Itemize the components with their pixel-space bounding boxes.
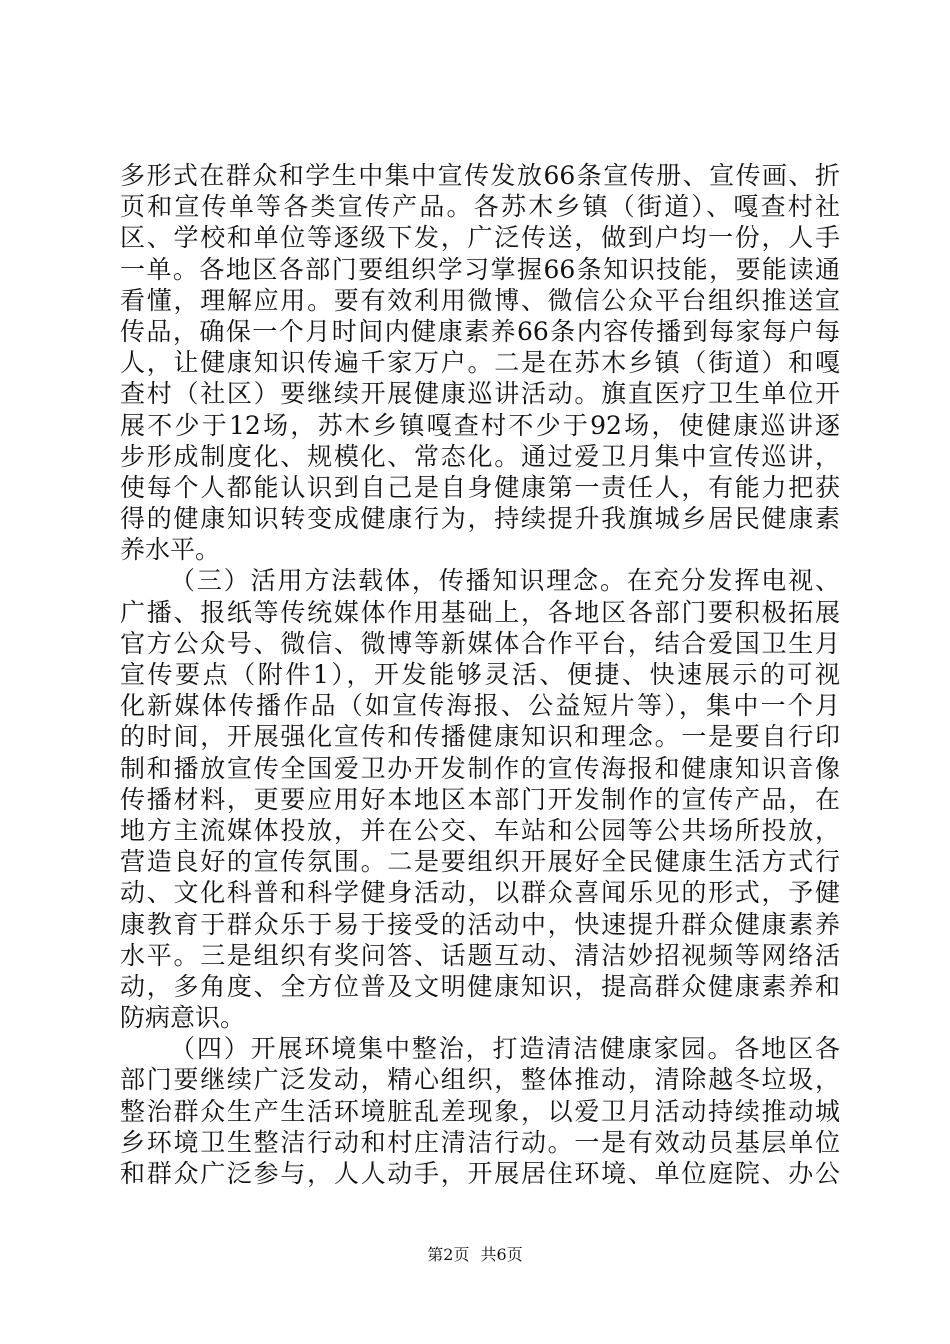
text-line: 使每个人都能认识到自己是自身健康第一责任人，有能力把获: [120, 472, 840, 502]
page-total: 共6页: [480, 1245, 523, 1264]
text-line: 防病意识。: [120, 1003, 246, 1033]
text-line: 地方主流媒体投放，并在公交、车站和公园等公共场所投放，: [120, 815, 840, 845]
text-line: 步形成制度化、规模化、常态化。通过爱卫月集中宣传巡讲，: [120, 441, 840, 471]
text-line: 整治群众生产生活环境脏乱差现象，以爱卫月活动持续推动城: [120, 1096, 840, 1126]
text-line: 营造良好的宣传氛围。二是要组织开展好全民健康生活方式行: [120, 847, 840, 877]
text-line: 官方公众号、微信、微博等新媒体合作平台，结合爱国卫生月: [120, 628, 840, 658]
text-line: 广播、报纸等传统媒体作用基础上，各地区各部门要积极拓展: [120, 597, 840, 627]
text-line: 动，多角度、全方位普及文明健康知识，提高群众健康素养和: [120, 971, 840, 1001]
text-line: 的时间，开展强化宣传和传播健康知识和理念。一是要自行印: [120, 722, 840, 752]
text-line: 化新媒体传播作品（如宣传海报、公益短片等），集中一个月: [120, 691, 840, 721]
text-line: 水平。三是组织有奖问答、话题互动、清洁妙招视频等网络活: [120, 940, 840, 970]
text-line: 看懂，理解应用。要有效利用微博、微信公众平台组织推送宣: [120, 285, 840, 315]
text-line: 展不少于12场，苏木乡镇嘎查村不少于92场，使健康巡讲逐: [120, 410, 840, 440]
text-line: 制和播放宣传全国爱卫办开发制作的宣传海报和健康知识音像: [120, 753, 840, 783]
text-line: 查村（社区）要继续开展健康巡讲活动。旗直医疗卫生单位开: [120, 379, 840, 409]
text-line: 动、文化科普和科学健身活动，以群众喜闻乐见的形式，予健: [120, 878, 840, 908]
text-line: 部门要继续广泛发动，精心组织，整体推动，清除越冬垃圾，: [120, 1065, 840, 1095]
body-text: [120, 160, 840, 1189]
text-line: 养水平。: [120, 535, 221, 565]
page-number: 第2页: [427, 1245, 470, 1264]
text-line: 人，让健康知识传遍千家万户。二是在苏木乡镇（街道）和嘎: [120, 348, 840, 378]
paragraph-heading-4: （四）开展环境集中整治，打造清洁健康家园。各地区各: [170, 1034, 840, 1064]
text-line: 页和宣传单等各类宣传产品。各苏木乡镇（街道）、嘎查村社: [120, 192, 840, 222]
text-line: 宣传要点（附件1），开发能够灵活、便捷、快速展示的可视: [120, 660, 840, 689]
text-line: 得的健康知识转变成健康行为，持续提升我旗城乡居民健康素: [120, 504, 840, 534]
text-line: 乡环境卫生整洁行动和村庄清洁行动。一是有效动员基层单位: [120, 1127, 840, 1157]
text-line: 康教育于群众乐于易于接受的活动中，快速提升群众健康素养: [120, 909, 840, 939]
text-line: 一单。各地区各部门要组织学习掌握66条知识技能，要能读通: [120, 254, 840, 284]
text-line: 传品，确保一个月时间内健康素养66条内容传播到每家每户每: [120, 316, 840, 346]
page-footer: [0, 1244, 950, 1266]
text-line: 和群众广泛参与，人人动手，开展居住环境、单位庭院、办公: [120, 1159, 840, 1188]
paragraph-heading-3: （三）活用方法载体，传播知识理念。在充分发挥电视、: [170, 566, 840, 596]
text-line: 传播材料，更要应用好本地区本部门开发制作的宣传产品，在: [120, 784, 840, 814]
text-line: 区、学校和单位等逐级下发，广泛传送，做到户均一份，人手: [120, 223, 840, 253]
text-line: 多形式在群众和学生中集中宣传发放66条宣传册、宣传画、折: [120, 161, 840, 190]
